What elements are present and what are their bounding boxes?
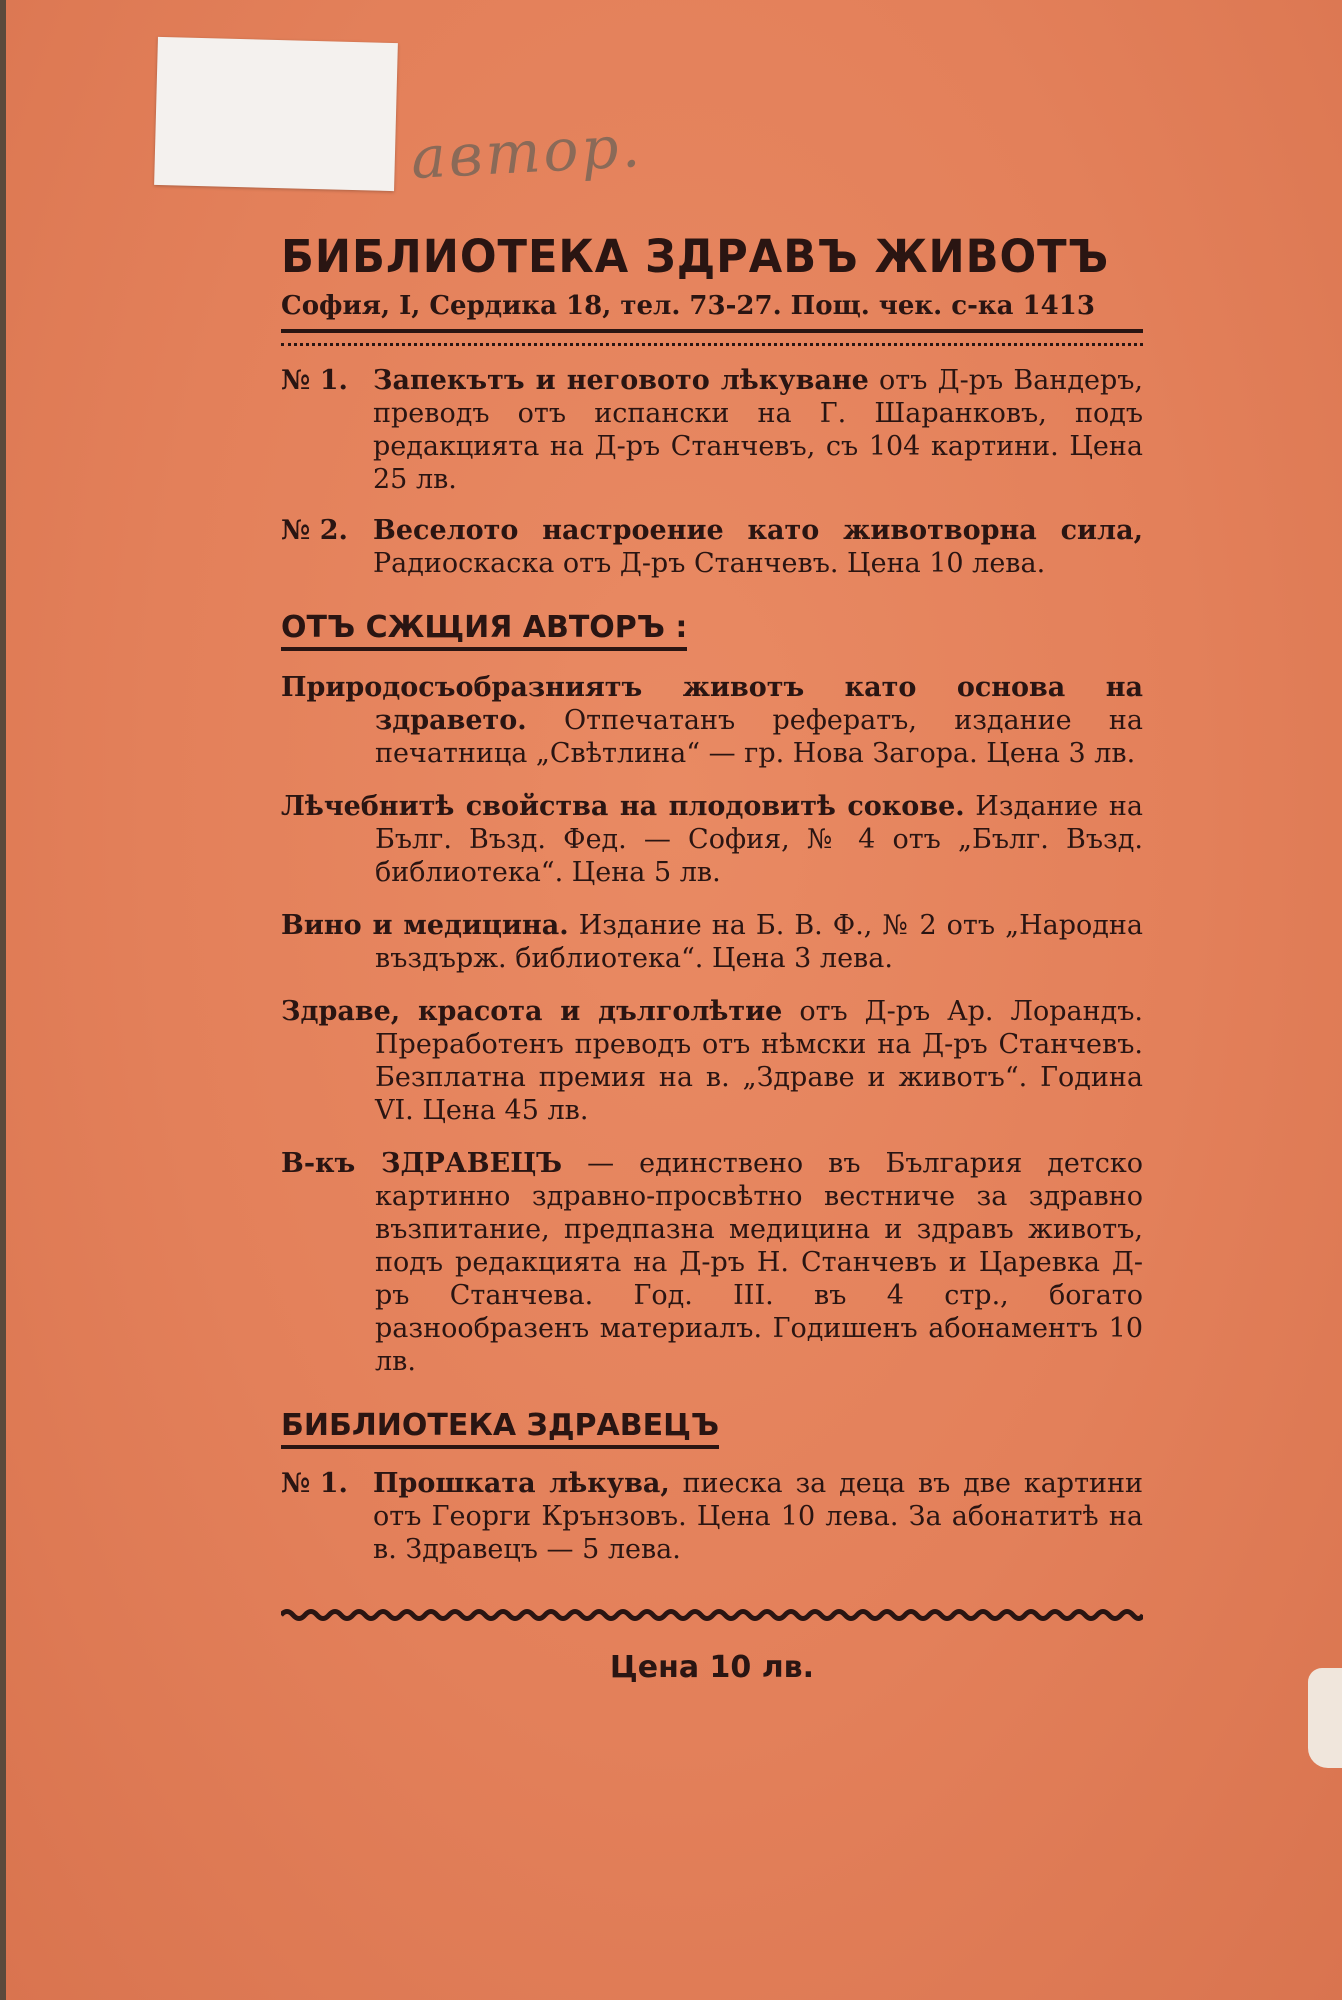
book-title: Запекътъ и неговото лѣкуване	[373, 365, 869, 396]
cover-content	[281, 230, 1143, 1685]
book-number: № 1.	[281, 1468, 348, 1499]
work-title: Вино и медицина.	[281, 910, 569, 941]
work-title: В-къ ЗДРАВЕЦЪ	[281, 1148, 563, 1179]
cover-price: Цена 10 лв.	[609, 1650, 815, 1685]
work-description: Издание на Бълг. Възд. Фед. — София, № 4 отъ „Бълг. Възд. библиотека“. Цена 5 лв.	[375, 791, 1143, 888]
header-rule	[281, 329, 1143, 346]
author-work-item	[281, 671, 1143, 770]
book-description: пиеска за деца въ две картини отъ Георги Крънзовъ. Цена 10 лева. За абонатитѣ на в. Здравецъ — 5 лева.	[373, 1468, 1143, 1565]
book-number: № 2.	[281, 515, 348, 546]
handwritten-note: автор.	[409, 111, 645, 193]
work-title: Природосъобразниятъ животъ като основа на здравето.	[281, 672, 1143, 736]
book-title: Веселото настроение като животворна сила,	[373, 515, 1143, 546]
book-title: Прошката лѣкува,	[373, 1468, 670, 1499]
work-description: — единствено въ България детско картинно здравно-просвѣтно вестниче за здравно възпитание, предпазна медицина и здравъ животъ, подъ редакцията на Д-ръ Н. Станчевъ и Царевка Д-ръ Станчева. Год. III. въ 4 стр., богато разнообразенъ материалъ. Годишенъ абонаментъ 10 лв.	[375, 1148, 1143, 1377]
book-back-cover	[6, 0, 1342, 2000]
author-work-item	[281, 909, 1143, 975]
torn-edge	[1308, 1668, 1342, 1768]
paper-label-sticker	[154, 37, 398, 191]
work-title: Лѣчебнитѣ свойства на плодовитѣ сокове.	[281, 791, 965, 822]
zdravets-library-heading: БИБЛИОТЕКА ЗДРАВЕЦЪ	[281, 1408, 719, 1449]
library-book-entry	[281, 364, 1143, 496]
author-work-item	[281, 995, 1143, 1127]
author-work-item	[281, 1147, 1143, 1378]
book-description: отъ Д-ръ Вандеръ, преводъ отъ испански на Г. Шаранковъ, подъ редакцията на Д-ръ Станчевъ, съ 104 картини. Цена 25 лв.	[373, 365, 1143, 495]
work-description: Издание на Б. В. Ф., № 2 отъ „Народна въздърж. библиотека“. Цена 3 лева.	[375, 910, 1143, 974]
book-number: № 1.	[281, 365, 348, 396]
work-description: Отпечатанъ рефератъ, издание на печатница „Свѣтлина“ — гр. Нова Загора. Цена 3 лв.	[375, 705, 1143, 769]
wavy-divider	[281, 1606, 1143, 1624]
library-book-entry	[281, 514, 1143, 580]
work-description: отъ Д-ръ Ар. Лорандъ. Преработенъ преводъ отъ нѣмски на Д-ръ Станчевъ. Безплатна премия на в. „Здраве и животъ“. Година VI. Цена 45 лв.	[375, 996, 1143, 1126]
same-author-heading: ОТЪ СЖЩИЯ АВТОРЪ :	[281, 610, 687, 651]
work-title: Здраве, красота и дълголѣтие	[281, 996, 783, 1027]
author-work-item	[281, 790, 1143, 889]
book-description: Радиоскаска отъ Д-ръ Станчевъ. Цена 10 лева.	[373, 548, 1046, 579]
library-title: БИБЛИОТЕКА ЗДРАВЪ ЖИВОТЪ	[281, 230, 1110, 283]
zdravets-book-entry	[281, 1467, 1143, 1566]
publisher-address: София, I, Сердика 18, тел. 73-27. Пощ. чек. с-ка 1413	[281, 291, 1095, 321]
